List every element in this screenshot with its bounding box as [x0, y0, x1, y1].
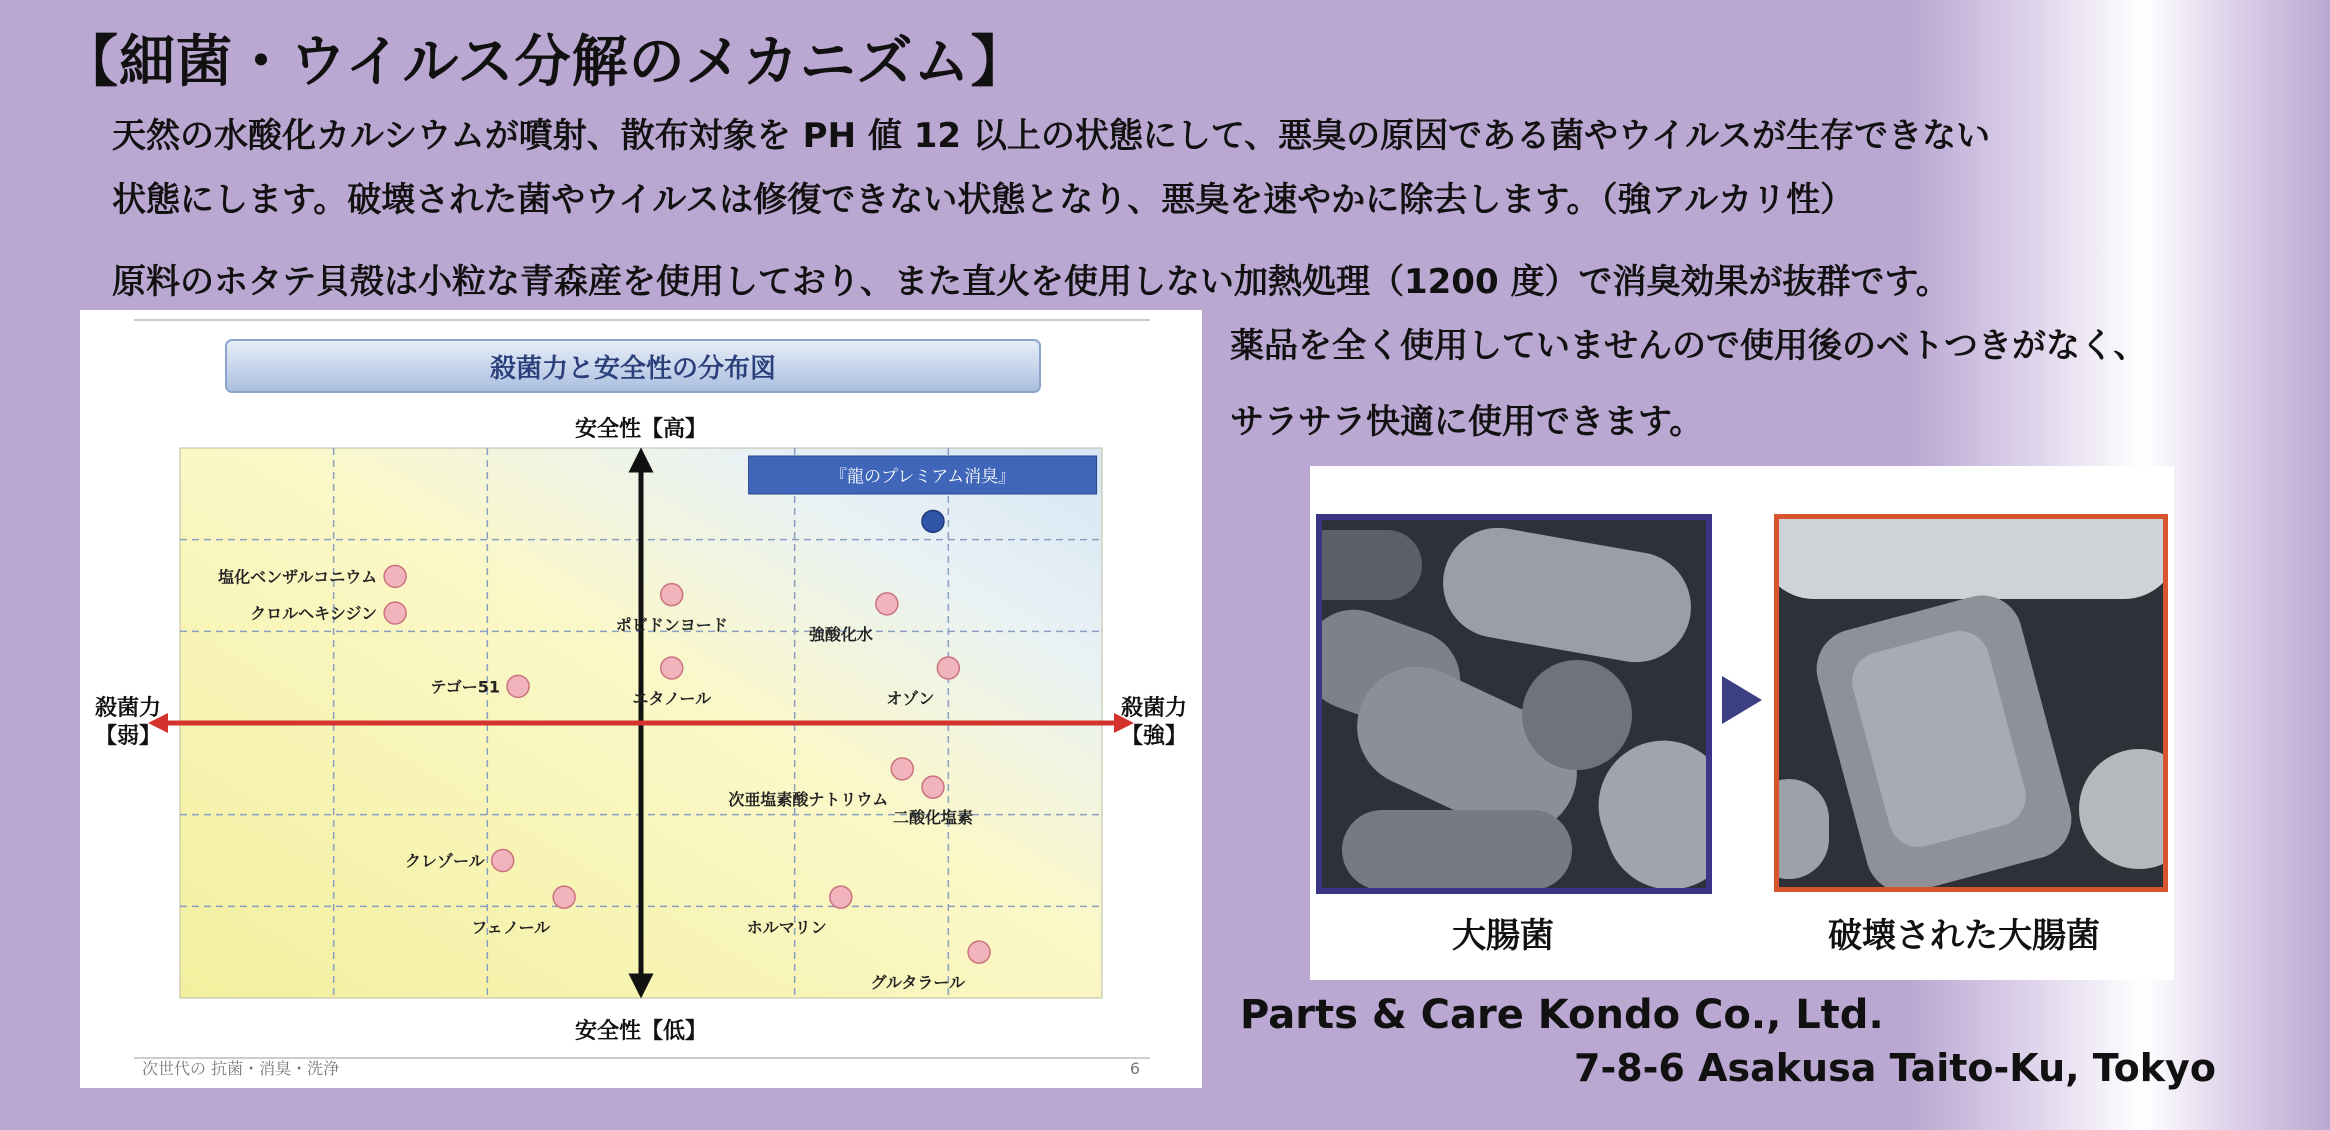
description-line-1: 天然の水酸化カルシウムが噴射、散布対象を PH 値 12 以上の状態にして、悪臭の原因である菌やウイルスが生存できない [112, 116, 1991, 156]
data-point [384, 602, 406, 624]
data-point-label: クロルヘキシジン [250, 604, 378, 623]
data-point-label: 次亜塩素酸ナトリウム [728, 789, 889, 809]
chart-title: 殺菌力と安全性の分布図 [489, 354, 777, 384]
ecoli-caption: 大腸菌 [1452, 916, 1554, 956]
data-point [891, 758, 913, 780]
company-address: 7-8-6 Asakusa Taito-Ku, Tokyo [1574, 1046, 2216, 1090]
data-point-label: フェノール [471, 918, 551, 938]
page-title: 【細菌・ウイルス分解のメカニズム】 [62, 30, 1028, 95]
data-point-label: 二酸化塩素 [892, 808, 973, 828]
data-point [553, 886, 575, 908]
side-text-line-2: サラサラ快適に使用できます。 [1230, 402, 1704, 442]
transition-arrow-icon [1722, 676, 1762, 724]
data-point-label: エタノール [632, 689, 712, 708]
x-axis-label-left: 殺菌力【弱】 [94, 696, 162, 749]
data-point [968, 941, 990, 963]
data-point [492, 850, 514, 872]
description-line-2: 状態にします。破壊された菌やウイルスは修復できない状態となり、悪臭を速やかに除去します。（強アルカリ性） [112, 180, 1855, 220]
y-axis-label-top: 安全性【高】 [574, 417, 708, 442]
data-point [830, 886, 852, 908]
destroyed-ecoli-photo [1774, 514, 2168, 892]
chart-footer-page: 6 [1129, 1059, 1140, 1078]
side-text-line-1: 薬品を全く使用していませんので使用後のベトつきがなく、 [1230, 326, 2148, 366]
data-point-label: ポビドンヨード [615, 615, 728, 635]
data-point-label: クレゾール [405, 851, 485, 871]
x-axis-label-right: 殺菌力【強】 [1120, 696, 1188, 749]
data-point-label: グルタラール [870, 973, 966, 993]
description-line-3: 原料のホタテ貝殻は小粒な青森産を使用しており、また直火を使用しない加熱処理（1200 度）で消臭効果が抜群です。 [112, 262, 1950, 302]
data-point [507, 675, 529, 697]
data-point-label: オゾン [886, 689, 935, 708]
data-point-label: 強酸化水 [808, 624, 873, 644]
data-point-label: テゴー51 [430, 677, 501, 697]
bacteria-photo-card [1310, 466, 2174, 980]
data-point [937, 657, 959, 679]
chart-footer-left: 次世代の 抗菌・消臭・洗浄 [142, 1059, 340, 1078]
chart-card [80, 310, 1202, 1088]
data-point [661, 657, 683, 679]
data-point-label: ホルマリン [746, 918, 827, 938]
ecoli-photo [1316, 514, 1712, 894]
data-point [384, 565, 406, 587]
data-point [661, 584, 683, 606]
premium-label: 『龍のプレミアム消臭』 [829, 467, 1016, 487]
data-point [876, 593, 898, 615]
destroyed-ecoli-caption: 破壊された大腸菌 [1828, 916, 2100, 956]
premium-data-point [922, 510, 944, 532]
company-name: Parts & Care Kondo Co., Ltd. [1240, 992, 1884, 1038]
distribution-chart [80, 310, 1202, 1088]
y-axis-label-bottom: 安全性【低】 [574, 1019, 708, 1044]
data-point [922, 776, 944, 798]
data-point-label: 塩化ベンザルコニウム [218, 567, 378, 587]
